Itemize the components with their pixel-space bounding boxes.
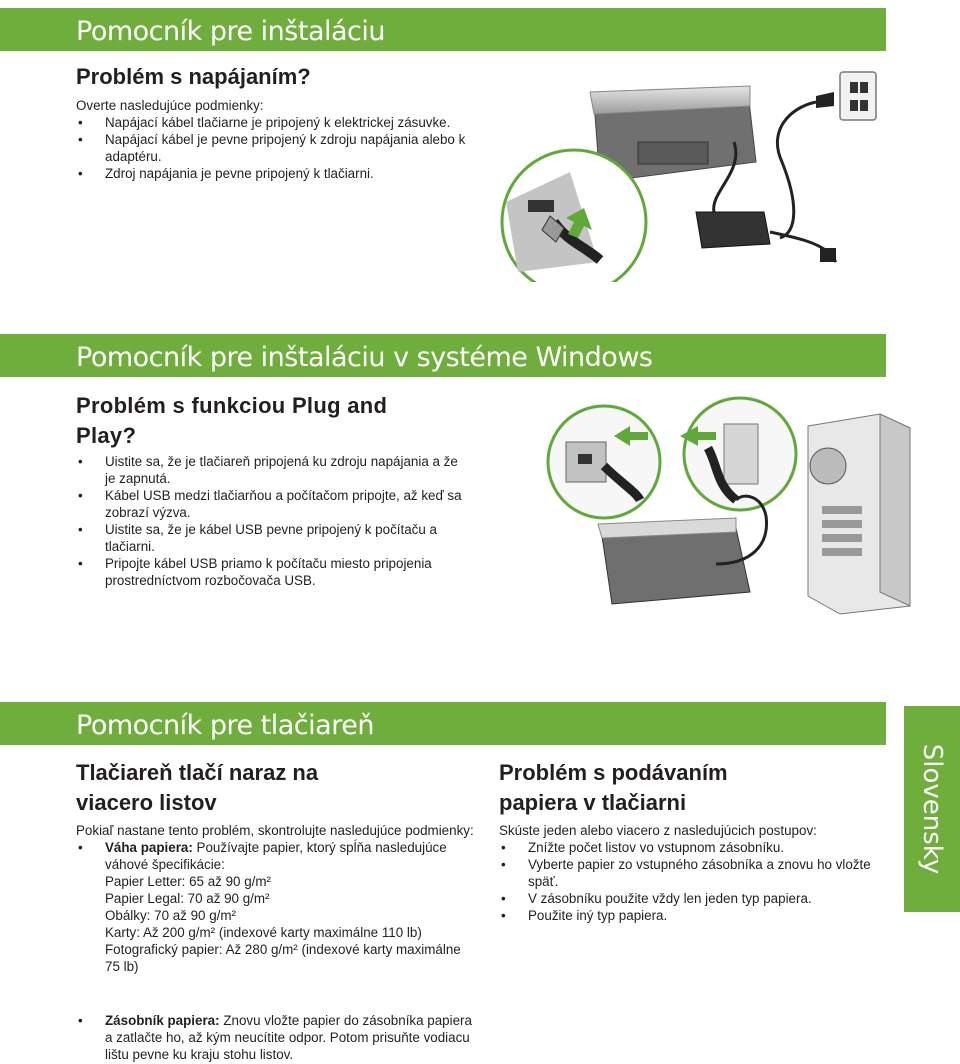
list-item: • Pripojte kábel USB priamo k počítaču miesto pripojenia prostredníctvom rozbočovača USB. — [76, 555, 466, 589]
section-band-printer — [0, 702, 886, 745]
heading-line: Problém s funkciou Plug and — [76, 393, 388, 418]
list-item: • Zdroj napájania je pevne pripojený k tlačiarni. — [76, 165, 466, 182]
list-item — [76, 839, 476, 975]
heading-line: Problém s podávaním — [499, 760, 728, 785]
list-item: • Vyberte papier zo vstupného zásobníka a znovu ho vložte späť. — [499, 856, 879, 890]
section-band-install — [0, 8, 886, 51]
section-title: Pomocník pre inštaláciu — [76, 16, 385, 47]
paper-tray-note — [76, 1012, 476, 1063]
paper-feed-body — [499, 822, 879, 924]
spec-line: Obálky: 70 až 90 g/m² — [105, 908, 236, 923]
list-item: • Kábel USB medzi tlačiarňou a počítačom pripojte, až keď sa zobrazí výzva. — [76, 487, 466, 521]
usb-checklist — [76, 453, 466, 589]
usb-connection-illustration — [540, 396, 940, 618]
power-connection-illustration — [498, 62, 898, 282]
heading-power-problem: Problém s napájaním? — [76, 64, 311, 89]
list-item: • V zásobníku použite vždy len jeden typ papiera. — [499, 890, 879, 907]
list-item: • Napájací kábel je pevne pripojený k zdroju napájania alebo k adaptéru. — [76, 131, 466, 165]
list-item: • Použite iný typ papiera. — [499, 907, 879, 924]
heading-line: papiera v tlačiarni — [499, 790, 687, 815]
heading-multiple-sheets — [76, 758, 318, 818]
heading-line: Tlačiareň tlačí naraz na — [76, 760, 319, 785]
list-item: • Znížte počet listov vo vstupnom zásobníku. — [499, 839, 879, 856]
section-title: Pomocník pre tlačiareň — [76, 710, 374, 741]
power-checklist — [76, 97, 466, 182]
section-band-windows — [0, 334, 886, 377]
spec-line: Karty: Až 200 g/m² (indexové karty maximálne 110 lb) — [105, 925, 422, 940]
multiple-sheets-intro: Pokiaľ nastane tento problém, skontrolujte nasledujúce podmienky: — [76, 823, 474, 838]
heading-line: Play? — [76, 423, 137, 448]
power-intro: Overte nasledujúce podmienky: — [76, 98, 264, 113]
heading-plug-and-play — [76, 391, 387, 451]
spec-line: Fotografický papier: Až 280 g/m² (indexové karty maximálne 75 lb) — [105, 942, 461, 974]
spec-line: Papier Legal: 70 až 90 g/m² — [105, 891, 270, 906]
list-item-label: Váha papiera: — [105, 840, 193, 855]
spec-line: Papier Letter: 65 až 90 g/m² — [105, 874, 271, 889]
list-item — [76, 1012, 476, 1063]
list-item-label: Zásobník papiera: — [105, 1013, 220, 1028]
heading-line: viacero listov — [76, 790, 217, 815]
language-label: Slovensky — [917, 743, 947, 875]
paper-feed-intro: Skúste jeden alebo viacero z nasledujúcich postupov: — [499, 823, 817, 838]
list-item: • Napájací kábel tlačiarne je pripojený k elektrickej zásuvke. — [76, 114, 466, 131]
list-item-text: Používajte papier, ktorý spĺňa nasledujúce váhové špecifikácie: — [105, 840, 447, 872]
list-item: • Uistite sa, že je kábel USB pevne pripojený k počítaču a tlačiarni. — [76, 521, 466, 555]
list-item-text: Znovu vložte papier do zásobníka papiera a zatlačte ho, až kým neucítite odpor. Potom prisuňte vodiacu lištu pevne ku kraju stohu listov. — [105, 1013, 472, 1062]
multiple-sheets-body — [76, 822, 476, 975]
list-item: • Uistite sa, že je tlačiareň pripojená ku zdroju napájania a že je zapnutá. — [76, 453, 466, 487]
language-tab — [904, 706, 960, 912]
section-title: Pomocník pre inštaláciu v systéme Windows — [76, 342, 653, 373]
heading-paper-feed — [499, 758, 728, 818]
